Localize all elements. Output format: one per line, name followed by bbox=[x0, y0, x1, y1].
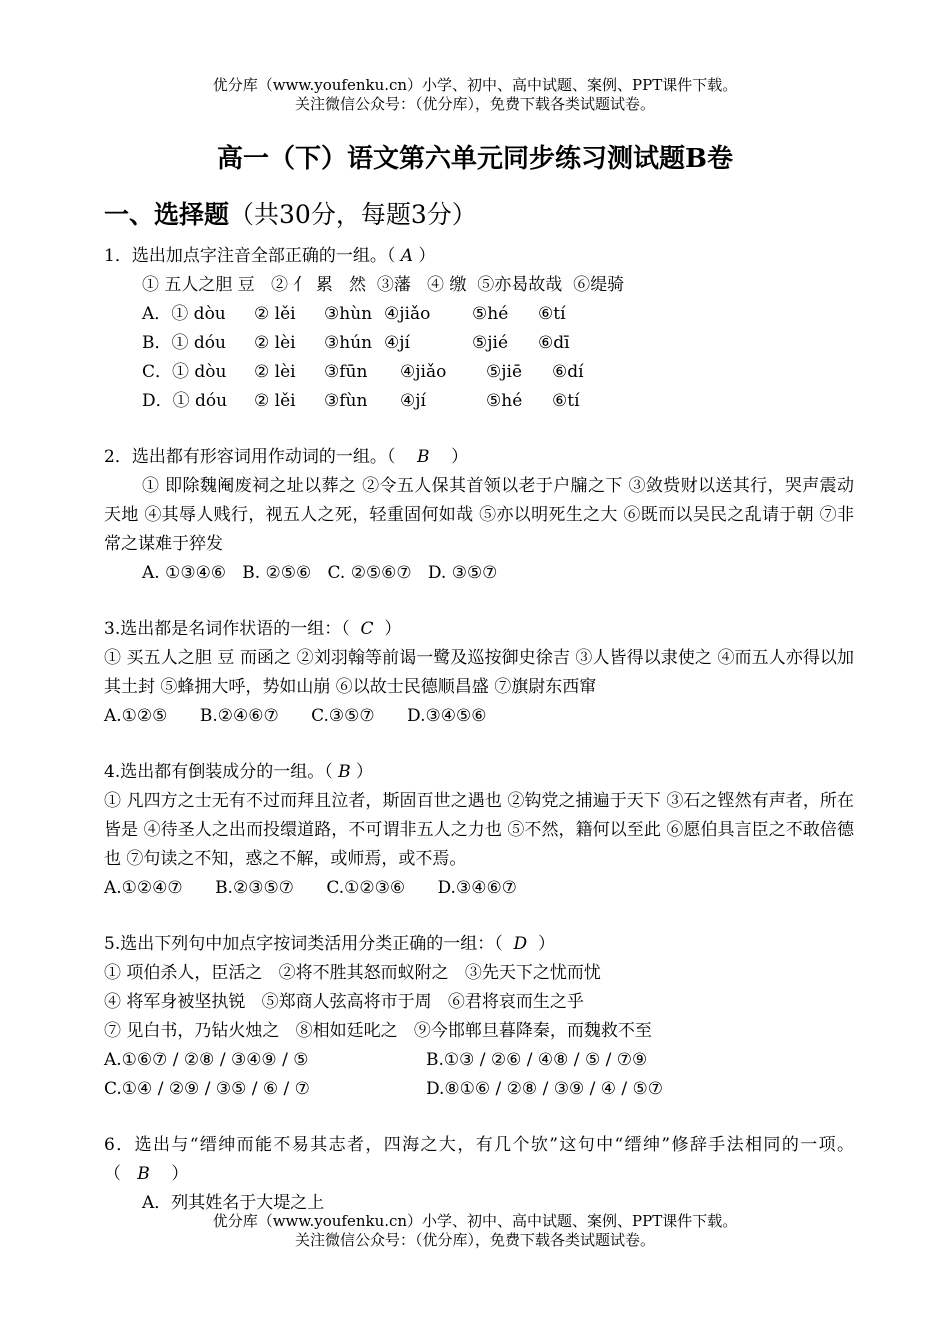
q5-option-a: A.①⑥⑦ / ②⑧ / ③④⑨ / ⑤ bbox=[104, 1050, 309, 1070]
q5-answer: D bbox=[513, 934, 528, 954]
q6-answer: B bbox=[137, 1164, 150, 1184]
q1-option-c bbox=[142, 358, 854, 387]
q2-close: ） bbox=[451, 447, 469, 467]
q2-stem-text: 2．选出都有形容词用作动词的一组。（ bbox=[104, 447, 396, 467]
q3-close: ） bbox=[384, 619, 402, 639]
footer-line-2: 关注微信公众号：（优分库），免费下载各类试题试卷。 bbox=[294, 1231, 655, 1249]
question-4-items: ① 凡四方之士无有不过而拜且泣者，斯固百世之遇也 ②钩党之捕遍于天下 ③石之铿然有声者，所在皆是 ④待圣人之出而投缳道路，不可谓非五人之力也 ⑤不然，籍何以至此 ⑥愿伯具言臣之不敢倍德也 ⑦句读之不知，惑之不解，或师焉，或不焉。 bbox=[104, 791, 854, 869]
question-2-options: A. ①③④⑥ B. ②⑤⑥ C. ②⑤⑥⑦ D. ③⑤⑦ bbox=[142, 563, 498, 583]
section-heading-label: 一、选择题 bbox=[104, 200, 230, 229]
q6-close: ） bbox=[171, 1164, 189, 1184]
q1-close: ） bbox=[418, 246, 436, 266]
question-1-items: ① 五人之胆 豆 ② 亻 累 然 ③藩 ④ 缴 ⑤亦曷故哉 ⑥缇骑 bbox=[142, 275, 625, 295]
question-1-options bbox=[104, 300, 854, 416]
q3-stem-text: 3.选出都是名词作状语的一组：（ bbox=[104, 619, 350, 639]
q1-a-1: A．① dòu bbox=[142, 304, 226, 324]
q4-stem-text: 4.选出都有倒装成分的一组。（ bbox=[104, 762, 333, 782]
q5-stem-text: 5.选出下列句中加点字按词类活用分类正确的一组：（ bbox=[104, 934, 503, 954]
header-line-2: 关注微信公众号：（优分库），免费下载各类试题试卷。 bbox=[294, 95, 655, 113]
q1-c-3: ③fūn bbox=[324, 362, 368, 382]
question-6-stem bbox=[104, 1131, 854, 1189]
q1-option-b bbox=[142, 329, 854, 358]
q1-c-4: ④jiǎo bbox=[400, 362, 447, 382]
q1-answer: A bbox=[400, 246, 414, 266]
q1-b-6: ⑥dī bbox=[538, 333, 570, 353]
q1-a-5: ⑤hé bbox=[472, 304, 509, 324]
q1-a-4: ④jiǎo bbox=[384, 304, 431, 324]
question-3-options: A.①②⑤ B.②④⑥⑦ C.③⑤⑦ D.③④⑤⑥ bbox=[104, 706, 487, 726]
page-title: 高一（下）语文第六单元同步练习测试题B卷 bbox=[217, 144, 733, 174]
page-footer bbox=[0, 1212, 950, 1250]
header-line-1: 优分库（www.youfenku.cn）小学、初中、高中试题、案例、PPT课件下载。 bbox=[212, 76, 738, 94]
q1-option-d bbox=[142, 387, 854, 416]
question-3-stem bbox=[104, 615, 854, 644]
q1-c-5: ⑤jiē bbox=[486, 362, 523, 382]
q5-close: ） bbox=[537, 934, 555, 954]
q1-stem-text: 1．选出加点字注音全部正确的一组。（ bbox=[104, 246, 396, 266]
q1-d-1: D．① dóu bbox=[142, 391, 228, 411]
q1-b-1: B．① dóu bbox=[142, 333, 226, 353]
q4-close: ） bbox=[356, 762, 374, 782]
question-5-options-row-1 bbox=[104, 1046, 854, 1075]
question-5-line-3: ⑦ 见白书，乃钻火烛之 ⑧相如廷叱之 ⑨今邯郸旦暮降秦，而魏救不至 bbox=[104, 1021, 652, 1041]
question-6-option-a: A．列其姓名于大堤之上 bbox=[142, 1193, 325, 1213]
question-4-stem bbox=[104, 758, 854, 787]
question-2-items: ① 即除魏阉废祠之址以葬之 ②令五人保其首领以老于户牖之下 ③敛赀财以送其行，哭声震动天地 ④其辱人贱行，视五人之死，轻重固何如哉 ⑤亦以明死生之大 ⑥既而以吴民之乱请于朝 ⑦非常之谋难于猝发 bbox=[104, 476, 854, 554]
q1-a-2: ② lěi bbox=[254, 304, 296, 324]
question-1-stem bbox=[104, 242, 854, 271]
q1-b-3: ③hún bbox=[324, 333, 373, 353]
question-5-options-row-2 bbox=[104, 1075, 854, 1104]
q4-answer: B bbox=[338, 762, 351, 782]
q1-d-6: ⑥tí bbox=[552, 391, 580, 411]
question-5-line-2: ④ 将军身被坚执锐 ⑤郑商人弦高将市于周 ⑥君将哀而生之乎 bbox=[104, 992, 584, 1012]
q5-option-c: C.①④ / ②⑨ / ③⑤ / ⑥ / ⑦ bbox=[104, 1079, 310, 1099]
q5-option-b: B.①③ / ②⑥ / ④⑧ / ⑤ / ⑦⑨ bbox=[426, 1050, 648, 1070]
q2-answer: B bbox=[416, 447, 430, 467]
q3-answer: C bbox=[360, 619, 374, 639]
q1-c-2: ② lèi bbox=[254, 362, 296, 382]
question-list bbox=[104, 242, 854, 1218]
page-header bbox=[0, 76, 950, 114]
q1-c-1: C．① dòu bbox=[142, 362, 227, 382]
q1-a-6: ⑥tí bbox=[538, 304, 566, 324]
q1-d-5: ⑤hé bbox=[486, 391, 523, 411]
question-4-options: A.①②④⑦ B.②③⑤⑦ C.①②③⑥ D.③④⑥⑦ bbox=[104, 878, 517, 898]
question-5-stem bbox=[104, 930, 854, 959]
q1-d-4: ④jí bbox=[400, 391, 426, 411]
q1-d-3: ③fùn bbox=[324, 391, 368, 411]
question-5-line-1: ① 项伯杀人，臣活之 ②将不胜其怒而蚁附之 ③先天下之忧而忧 bbox=[104, 963, 601, 983]
question-3-items: ① 买五人之胆 豆 而函之 ②刘羽翰等前谒一鹭及巡按御史徐吉 ③人皆得以隶使之 ④而五人亦得以加其土封 ⑤蜂拥大呼，势如山崩 ⑥以故士民德顺昌盛 ⑦旗尉东西窜 bbox=[104, 648, 854, 697]
q1-c-6: ⑥dí bbox=[552, 362, 584, 382]
q1-b-5: ⑤jié bbox=[472, 333, 509, 353]
q1-d-2: ② lěi bbox=[254, 391, 296, 411]
q1-option-a bbox=[142, 300, 854, 329]
q5-option-d: D.⑧①⑥ / ②⑧ / ③⑨ / ④ / ⑤⑦ bbox=[426, 1079, 663, 1099]
q1-b-4: ④jí bbox=[384, 333, 410, 353]
section-heading-note: （共30分，每题3分） bbox=[229, 200, 477, 229]
question-2-stem bbox=[104, 443, 854, 472]
q1-b-2: ② lèi bbox=[254, 333, 296, 353]
footer-line-1: 优分库（www.youfenku.cn）小学、初中、高中试题、案例、PPT课件下载。 bbox=[212, 1212, 738, 1230]
q6-stem-text: 6．选出与“缙绅而能不易其志者，四海之大，有几个欤”这句中“缙绅”修辞手法相同的一项。（ bbox=[104, 1135, 854, 1184]
q1-a-3: ③hùn bbox=[324, 304, 373, 324]
section-heading bbox=[104, 195, 477, 231]
